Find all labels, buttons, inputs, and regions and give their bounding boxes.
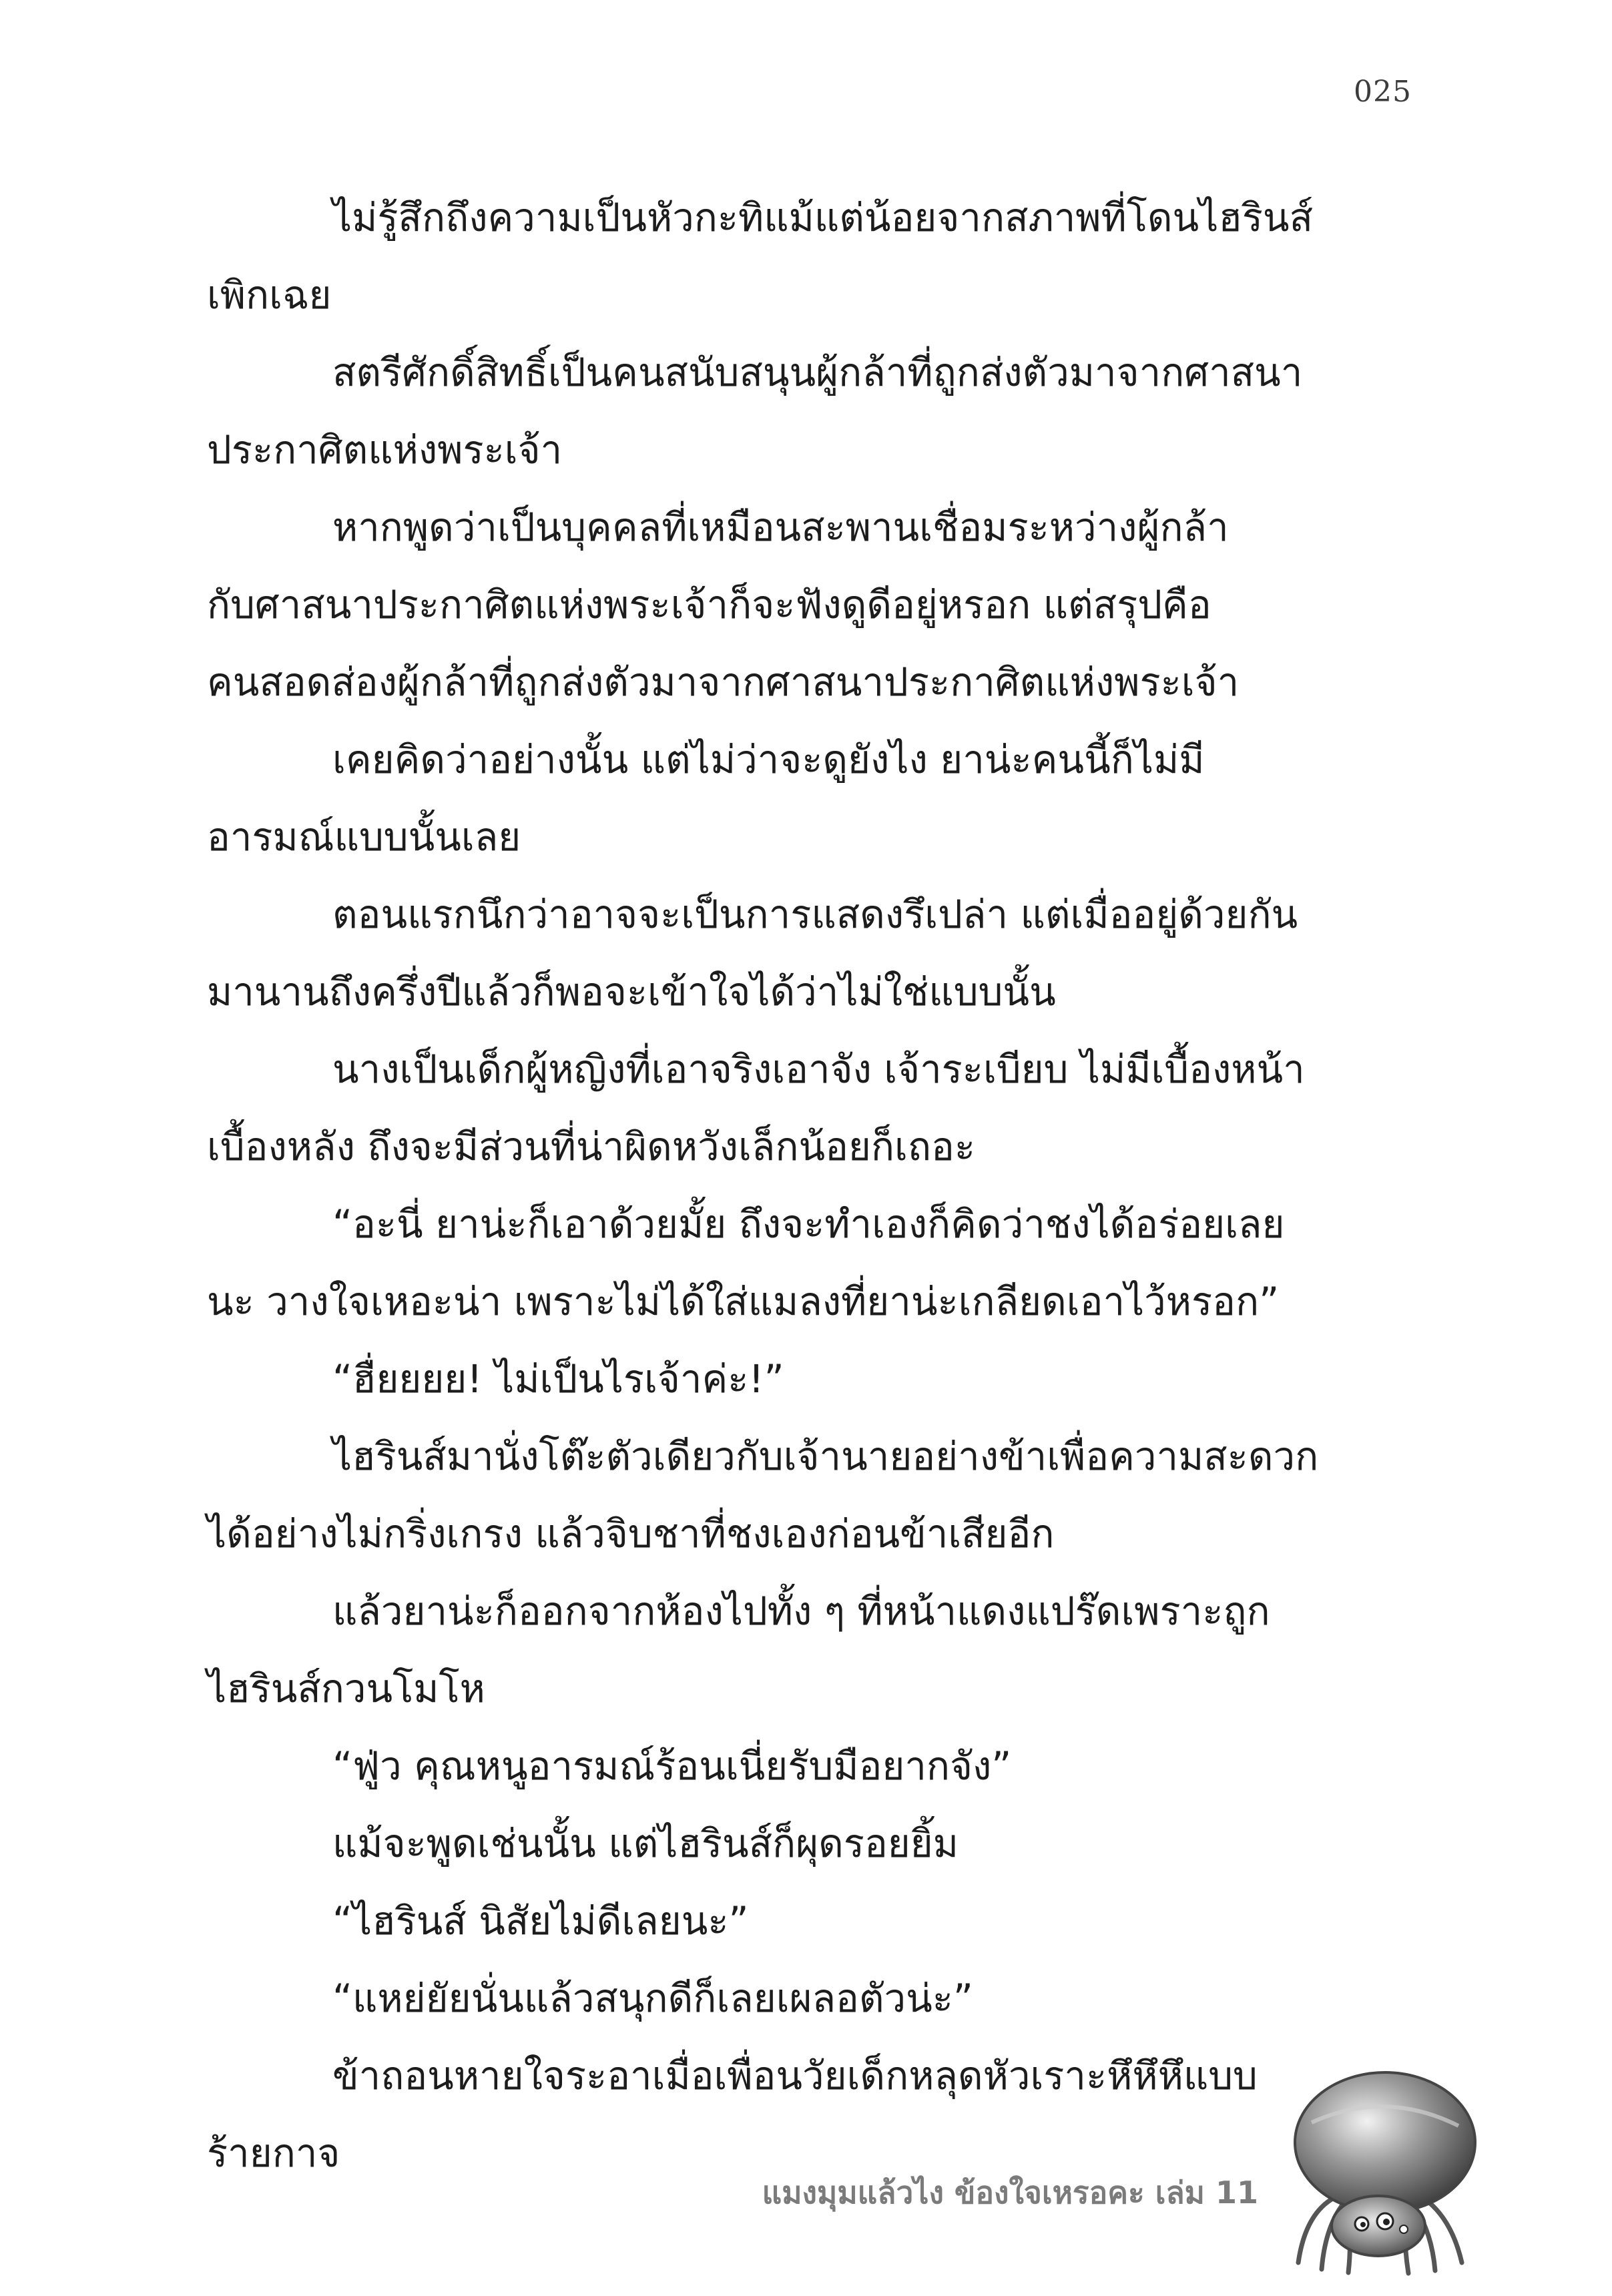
paragraph-line: ประกาศิตแห่งพระเจ้า [207, 427, 563, 473]
paragraph-line: “อะนี่ ยาน่ะก็เอาด้วยมั้ย ถึงจะทำเองก็คิดว่าชงได้อร่อยเลย [332, 1201, 1285, 1247]
paragraph-line: ร้ายกาจ [207, 2130, 340, 2176]
paragraph-line: คนสอดส่องผู้กล้าที่ถูกส่งตัวมาจากศาสนาประกาศิตแห่งพระเจ้า [207, 659, 1240, 705]
paragraph-line: สตรีศักดิ์สิทธิ์เป็นคนสนับสนุนผู้กล้าที่ถูกส่งตัวมาจากศาสนา [332, 350, 1303, 395]
paragraph-line: กับศาสนาประกาศิตแห่งพระเจ้าก็จะฟังดูดีอยู่หรอก แต่สรุปคือ [207, 582, 1212, 627]
paragraph-line: แล้วยาน่ะก็ออกจากห้องไปทั้ง ๆ ที่หน้าแดงแปร๊ดเพราะถูก [332, 1589, 1270, 1634]
spider-mascot-icon [1285, 2062, 1485, 2276]
paragraph-line: เบื้องหลัง ถึงจะมีส่วนที่น่าผิดหวังเล็กน้อยก็เถอะ [207, 1124, 975, 1169]
paragraph-line: หากพูดว่าเป็นบุคคลที่เหมือนสะพานเชื่อมระหว่างผู้กล้า [332, 505, 1229, 550]
paragraph-line: “ไฮรินส์ นิสัยไม่ดีเลยนะ” [332, 1898, 749, 1944]
paragraph-line: มานานถึงครึ่งปีแล้วก็พอจะเข้าใจได้ว่าไม่ใช่แบบนั้น [207, 969, 1056, 1015]
paragraph-line: นางเป็นเด็กผู้หญิงที่เอาจริงเอาจัง เจ้าระเบียบ ไม่มีเบื้องหน้า [332, 1047, 1305, 1092]
paragraph-line: ได้อย่างไม่กริ่งเกรง แล้วจิบชาที่ชงเองก่อนข้าเสียอีก [207, 1511, 1055, 1556]
paragraph-line: “แหย่ยัยนั่นแล้วสนุกดีก็เลยเผลอตัวน่ะ” [332, 1976, 973, 2021]
paragraph-line: ไม่รู้สึกถึงความเป็นหัวกะทิแม้แต่น้อยจากสภาพที่โดนไฮรินส์ [332, 195, 1313, 240]
paragraph-line: “ฟู่ว คุณหนูอารมณ์ร้อนเนี่ยรับมือยากจัง” [332, 1743, 1012, 1789]
paragraph-line: เคยคิดว่าอย่างนั้น แต่ไม่ว่าจะดูยังไง ยาน่ะคนนี้ก็ไม่มี [332, 737, 1205, 782]
paragraph-line: “ฮื่ยยยย! ไม่เป็นไรเจ้าค่ะ!” [332, 1356, 784, 1402]
paragraph-line: ไฮรินส์มานั่งโต๊ะตัวเดียวกับเจ้านายอย่างข้าเพื่อความสะดวก [332, 1434, 1319, 1479]
paragraph-line: ไฮรินส์กวนโมโห [207, 1666, 485, 1711]
body-text [207, 179, 1415, 2192]
paragraph-line: แม้จะพูดเช่นนั้น แต่ไฮรินส์ก็ผุดรอยยิ้ม [332, 1821, 959, 1866]
paragraph-line: ตอนแรกนึกว่าอาจจะเป็นการแสดงรึเปล่า แต่เมื่ออยู่ด้วยกัน [332, 892, 1298, 937]
paragraph-line: ข้าถอนหายใจระอาเมื่อเพื่อนวัยเด็กหลุดหัวเราะหึหึหึแบบ [332, 2053, 1258, 2098]
paragraph-line: เพิกเฉย [207, 272, 332, 318]
page-number: 025 [1354, 75, 1412, 109]
running-footer: แมงมุมแล้วไง ข้องใจเหรอคะ เล่ม 11 [762, 2175, 1258, 2211]
paragraph-line: อารมณ์แบบนั้นเลย [207, 814, 521, 860]
paragraph-line: นะ วางใจเหอะน่า เพราะไม่ได้ใส่แมลงที่ยาน่ะเกลียดเอาไว้หรอก” [207, 1279, 1280, 1324]
